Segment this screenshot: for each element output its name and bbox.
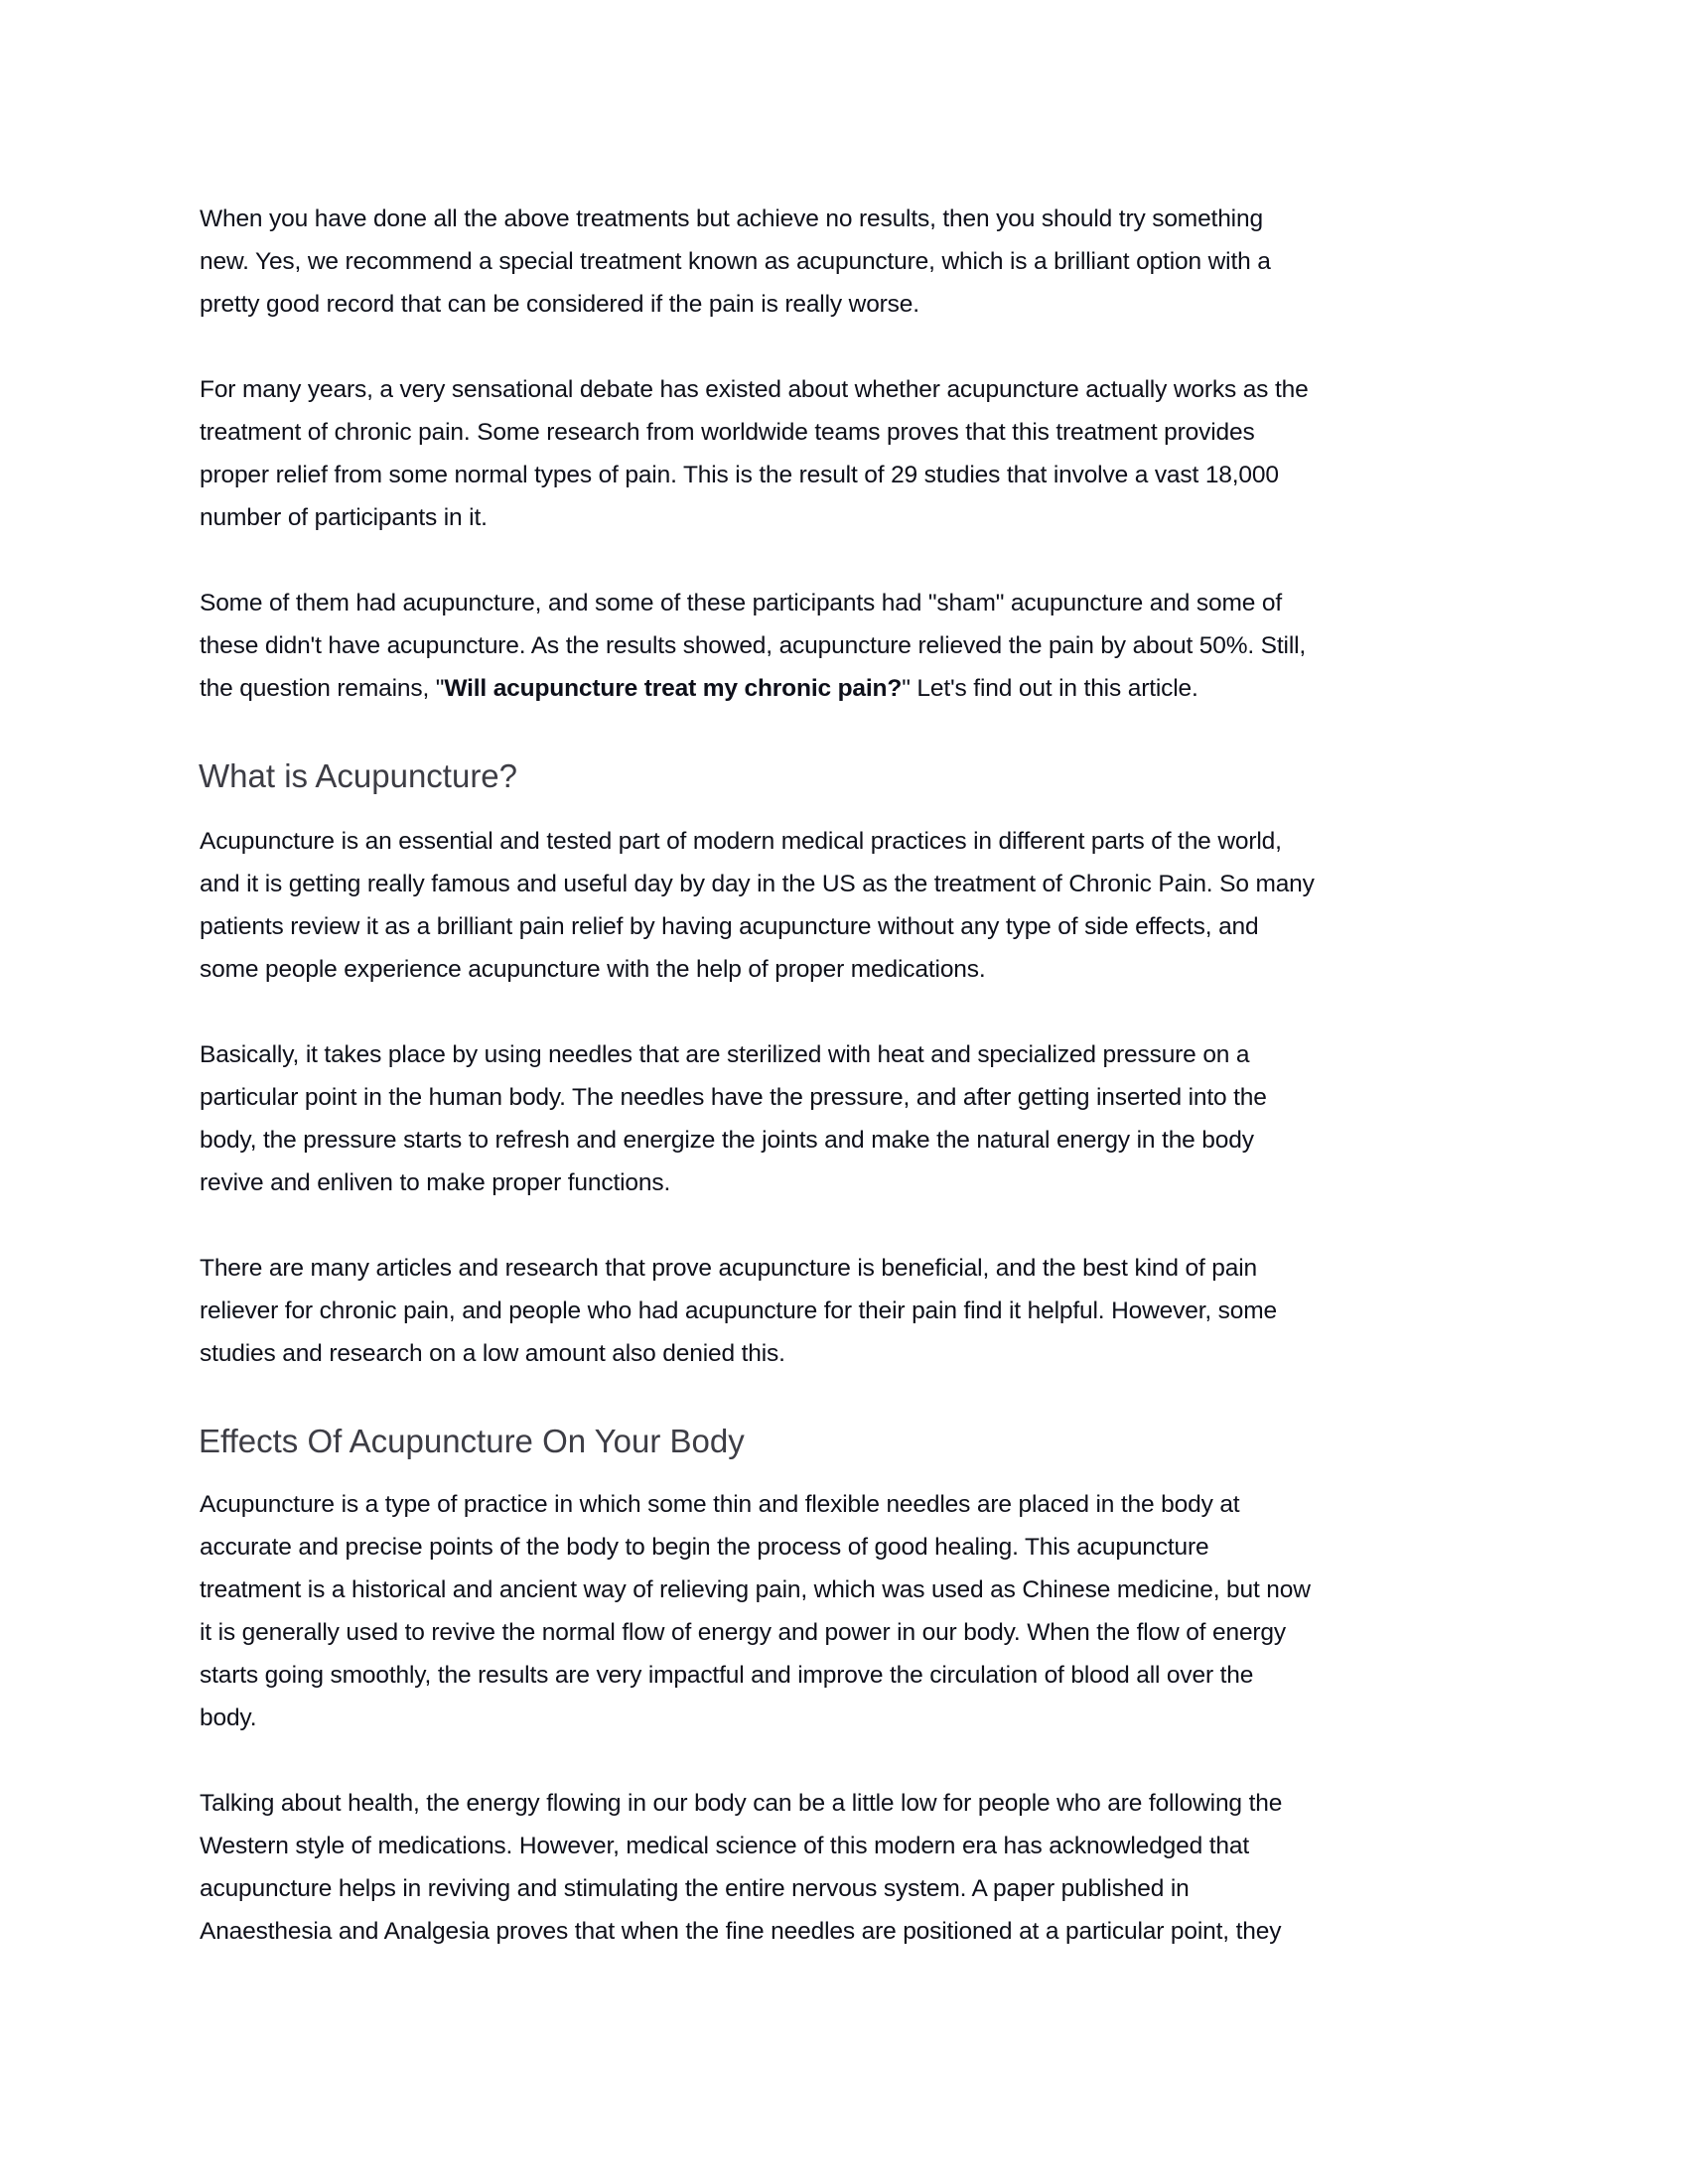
text-line: patients review it as a brilliant pain relief by having acupuncture without any type of side effects, and	[200, 913, 1259, 940]
section-heading-what-is-acupuncture: What is Acupuncture?	[199, 757, 518, 794]
text-run: " Let's find out in this article.	[902, 675, 1198, 702]
text-line: number of participants in it.	[200, 504, 488, 531]
text-line: For many years, a very sensational debate has existed about whether acupuncture actually works as the	[200, 376, 1309, 403]
text-line: studies and research on a low amount also denied this.	[200, 1340, 785, 1367]
text-line: pretty good record that can be considered if the pain is really worse.	[200, 291, 919, 318]
text-line: treatment of chronic pain. Some research from worldwide teams proves that this treatment provides	[200, 419, 1255, 446]
text-line: some people experience acupuncture with the help of proper medications.	[200, 956, 986, 983]
text-line: Basically, it takes place by using needles that are sterilized with heat and specialized pressure on a	[200, 1041, 1250, 1068]
text-line: and it is getting really famous and useful day by day in the US as the treatment of Chronic Pain. So many	[200, 871, 1315, 897]
section-heading-effects: Effects Of Acupuncture On Your Body	[199, 1423, 745, 1459]
text-line: it is generally used to revive the normal flow of energy and power in our body. When the flow of energy	[200, 1619, 1287, 1646]
text-line: Talking about health, the energy flowing in our body can be a little low for people who are following the	[200, 1790, 1283, 1817]
text-line: reliever for chronic pain, and people who had acupuncture for their pain find it helpful. However, some	[200, 1297, 1277, 1324]
text-line: treatment is a historical and ancient way of relieving pain, which was used as Chinese medicine, but now	[200, 1576, 1311, 1603]
text-line: When you have done all the above treatments but achieve no results, then you should try something	[200, 205, 1263, 232]
text-line: revive and enliven to make proper functions.	[200, 1169, 671, 1196]
text-line: particular point in the human body. The needles have the pressure, and after getting inserted into the	[200, 1084, 1267, 1111]
text-line: Some of them had acupuncture, and some of these participants had "sham" acupuncture and some of	[200, 590, 1282, 616]
text-run: the question remains, "	[200, 675, 445, 702]
text-line	[200, 667, 1198, 710]
text-line: new. Yes, we recommend a special treatment known as acupuncture, which is a brilliant option with a	[200, 248, 1271, 275]
text-line: starts going smoothly, the results are very impactful and improve the circulation of blood all over the	[200, 1662, 1254, 1689]
text-line: proper relief from some normal types of pain. This is the result of 29 studies that involve a vast 18,000	[200, 462, 1279, 488]
text-line: Acupuncture is an essential and tested part of modern medical practices in different parts of the world,	[200, 828, 1282, 855]
text-line: Western style of medications. However, medical science of this modern era has acknowledged that	[200, 1833, 1250, 1859]
text-line: acupuncture helps in reviving and stimulating the entire nervous system. A paper published in	[200, 1875, 1190, 1902]
text-line: body.	[200, 1705, 257, 1731]
text-line: accurate and precise points of the body to begin the process of good healing. This acupuncture	[200, 1534, 1209, 1561]
text-line: Acupuncture is a type of practice in which some thin and flexible needles are placed in the body at	[200, 1491, 1240, 1518]
bold-question: Will acupuncture treat my chronic pain?	[444, 675, 903, 702]
text-line: There are many articles and research that prove acupuncture is beneficial, and the best kind of pain	[200, 1255, 1257, 1282]
text-line: Anaesthesia and Analgesia proves that when the fine needles are positioned at a particular point, they	[200, 1918, 1282, 1945]
text-line: body, the pressure starts to refresh and energize the joints and make the natural energy in the body	[200, 1127, 1254, 1154]
text-line: these didn't have acupuncture. As the results showed, acupuncture relieved the pain by about 50%. Still,	[200, 632, 1307, 659]
